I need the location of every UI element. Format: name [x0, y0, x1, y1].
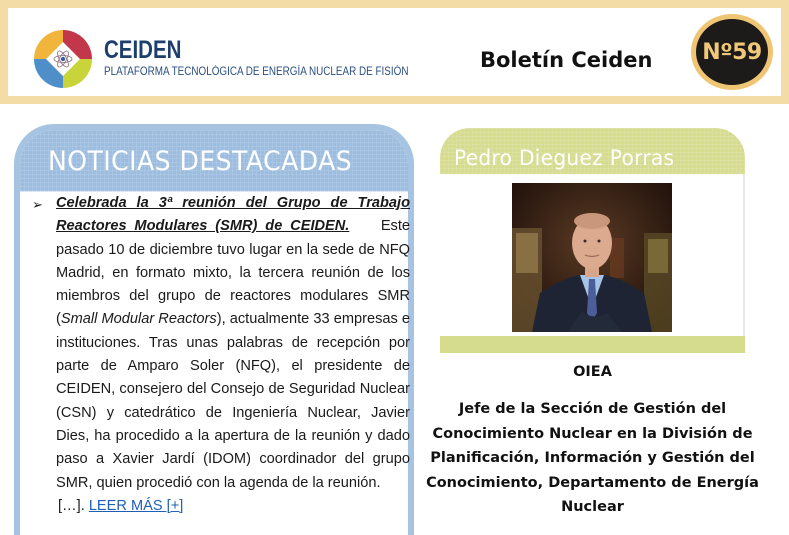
brand-block — [104, 36, 458, 78]
news-body-part2: ), actualmente 33 empresas e instituciones. Tras unas palabras de recepción por parte de Amparo Soler (NFQ), el presidente de CEIDEN, consejero del Consejo de Seguridad Nuclear (CSN) y catedrático de Ingeniería Nuclear, Javier Dies, ha procedido a la apertura de la reunión y dado paso a Xavier Jardí (IDOM) coordinador del grupo SMR, quien procedió con la agenda de la reunión. — [56, 311, 410, 491]
news-section-title: NOTICIAS DESTACADAS — [48, 146, 353, 177]
profile-role: Jefe de la Sección de Gestión del Conocimiento Nuclear en la División de Planificación, Información y Gestión del Conocimiento, Departamento de Energía Nuclear — [426, 401, 759, 515]
news-body-italic: Small Modular Reactors — [60, 311, 217, 328]
ceiden-logo-icon — [32, 28, 94, 90]
brand-name: CEIDEN — [104, 36, 182, 64]
header-panel — [8, 8, 781, 96]
issue-number-badge — [691, 14, 773, 90]
arrow-bullet-icon: ➢ — [32, 197, 43, 212]
issue-number: Nº59 — [702, 39, 762, 65]
profile-header — [440, 128, 745, 174]
ellipsis-text: […]. — [58, 497, 89, 514]
news-body-part1: Este pasado 10 de diciembre tuvo lugar en la sede de NFQ Madrid, en formato mixto, la tercera reunión de los miembros del grupo de reactores modulares SMR ( — [56, 218, 411, 328]
profile-organization: OIEA — [573, 364, 612, 380]
profile-card — [440, 128, 745, 353]
profile-photo-area — [440, 174, 745, 336]
bulletin-title: Boletín Ceiden — [480, 48, 653, 72]
featured-news-section — [14, 124, 414, 535]
portrait-photo — [512, 183, 672, 332]
news-item — [32, 192, 410, 518]
read-more-link[interactable]: LEER MÁS [+] — [88, 497, 184, 514]
news-paragraph — [56, 192, 410, 495]
news-headline: Celebrada la 3ª reunión del Grupo de Trabajo Reactores Modulares (SMR) de CEIDEN. — [56, 195, 410, 235]
read-more-line — [58, 495, 410, 518]
header-band — [0, 0, 789, 104]
profile-footer-bar — [440, 336, 745, 353]
profile-name: Pedro Dieguez Porras — [454, 146, 675, 170]
news-section-header — [20, 130, 408, 192]
brand-subtitle: PLATAFORMA TECNOLÓGICA DE ENERGÍA NUCLEAR DE FISIÓN — [104, 66, 409, 78]
